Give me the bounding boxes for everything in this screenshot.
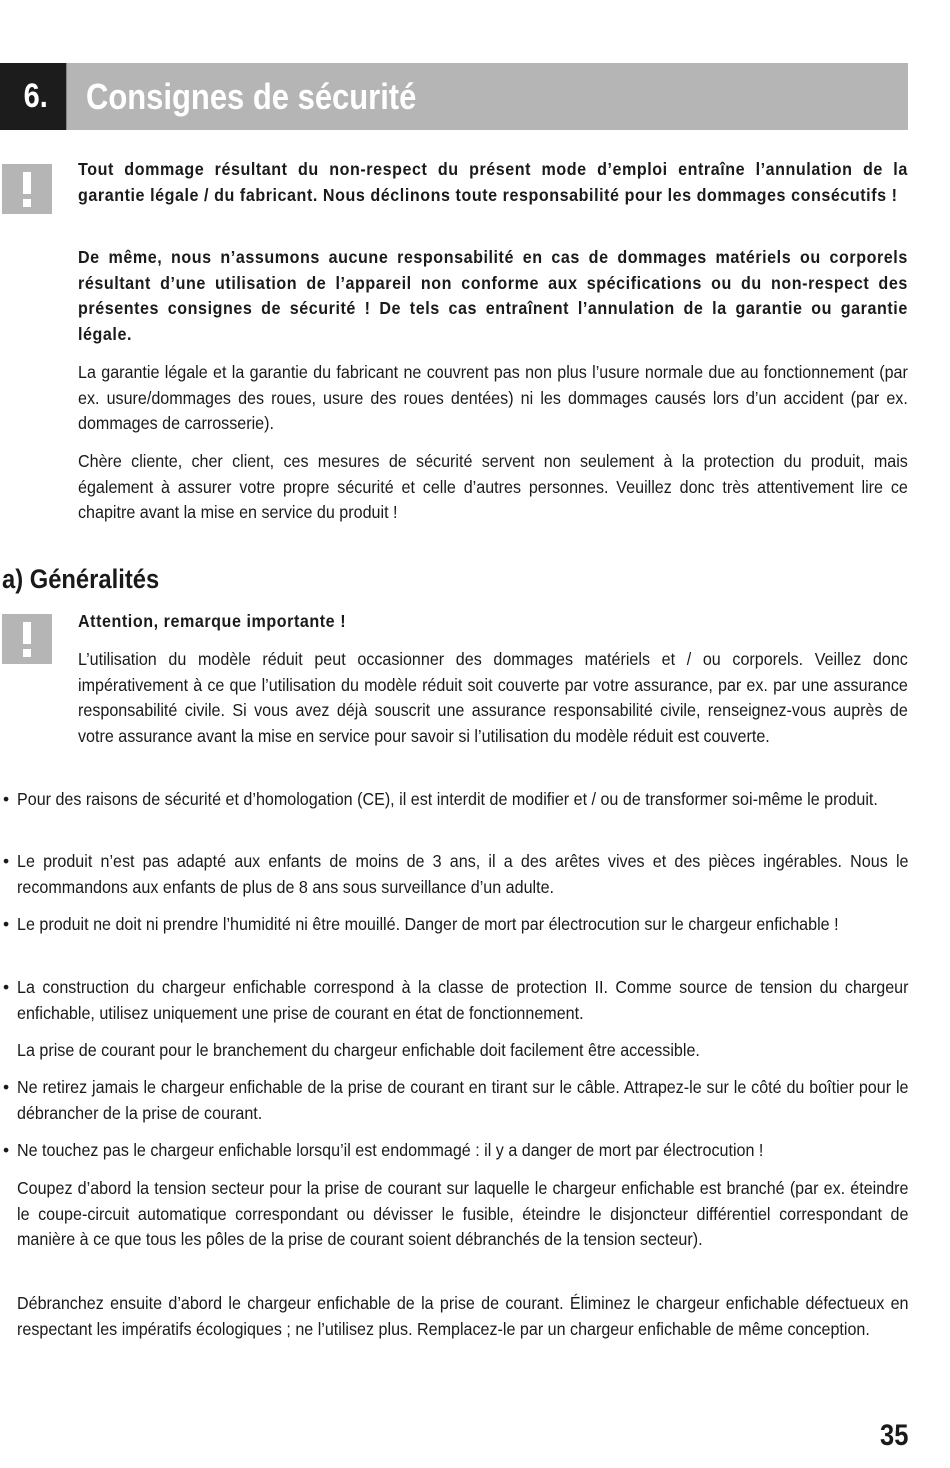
bullet-marker: • (3, 789, 10, 809)
warning-exclamation-icon (2, 164, 52, 214)
list-item-continuation: Coupez d’abord la tension secteur pour la prise de courant sur laquelle le chargeur enfichable est branché (par ex. éteindre le coupe-circuit automatique correspondant ou dévisser le fusible, éteindre le disjoncteur différentiel correspondant de manière à ce que tous les pôles de la prise de courant soient débranchés de la tension secteur). (17, 1178, 909, 1249)
bullet-marker: • (3, 977, 10, 997)
intro-paragraph-1: Tout dommage résultant du non-respect du présent mode d’emploi entraîne l’annulation de la garantie légale / du fabricant. Nous déclinons toute responsabilité pour les dommages consécutifs ! (78, 159, 908, 205)
subsection-heading: a) Généralités (2, 564, 160, 594)
list-item: Ne touchez pas le chargeur enfichable lorsqu’il est endommagé : il y a danger de mort par électrocution ! (17, 1140, 764, 1160)
intro-paragraph-3: La garantie légale et la garantie du fabricant ne couvrent pas non plus l’usure normale due au fonctionnement (par ex. usure/dommages des roues, usure des roues dentées) ni les dommages causés lors d’un accident (par ex. dommages de carrosserie). (78, 362, 908, 433)
list-item: Le produit n’est pas adapté aux enfants de moins de 3 ans, il a des arêtes vives et des pièces ingérables. Nous le recommandons aux enfants de plus de 8 ans sous surveillance d’un adulte. (17, 851, 909, 897)
list-item-continuation: Débranchez ensuite d’abord le chargeur enfichable de la prise de courant. Éliminez le chargeur enfichable défectueux en respectant les impératifs écologiques ; ne l’utilisez plus. Remplacez-le par un chargeur enfichable de même conception. (17, 1293, 909, 1339)
bullet-marker: • (3, 851, 10, 871)
page-number: 35 (879, 1419, 908, 1452)
section-title: Consignes de sécurité (86, 76, 417, 117)
attention-paragraph: L’utilisation du modèle réduit peut occasionner des dommages matériels et / ou corporels. Veillez donc impérativement à ce que l’utilisation du modèle réduit soit couverte par votre assurance, par ex. par une assurance responsabilité civile. Si vous avez déjà souscrit une assurance responsabilité civile, renseignez-vous auprès de votre assurance avant la mise en service pour savoir si l’utilisation du modèle réduit est couverte. (78, 649, 908, 746)
warning-exclamation-icon (2, 614, 52, 664)
section-number: 6. (0, 63, 66, 130)
list-item: Pour des raisons de sécurité et d’homologation (CE), il est interdit de modifier et / ou de transformer soi-même le produit. (17, 789, 878, 809)
list-item: Le produit ne doit ni prendre l’humidité ni être mouillé. Danger de mort par électrocution sur le chargeur enfichable ! (17, 914, 839, 934)
bullet-marker: • (3, 914, 10, 934)
bullet-marker: • (3, 1140, 10, 1160)
list-item-continuation: La prise de courant pour le branchement du chargeur enfichable doit facilement être accessible. (17, 1040, 700, 1060)
list-item: Ne retirez jamais le chargeur enfichable de la prise de courant en tirant sur le câble. Attrapez-le sur le côté du boîtier pour le débrancher de la prise de courant. (17, 1077, 909, 1123)
bullet-marker: • (3, 1077, 10, 1097)
attention-heading: Attention, remarque importante ! (78, 611, 347, 631)
intro-paragraph-4: Chère cliente, cher client, ces mesures de sécurité servent non seulement à la protection du produit, mais également à assurer votre propre sécurité et celle d’autres personnes. Veuillez donc très attentivement lire ce chapitre avant la mise en service du produit ! (78, 451, 908, 522)
intro-paragraph-2: De même, nous n’assumons aucune responsabilité en cas de dommages matériels ou corporels résultant d’une utilisation de l’appareil non conforme aux spécifications ou du non-respect des présentes consignes de sécurité ! De tels cas entraînent l’annulation de la garantie ou garantie légale. (78, 247, 908, 344)
section-header (0, 63, 908, 130)
list-item: La construction du chargeur enfichable correspond à la classe de protection II. Comme source de tension du chargeur enfichable, utilisez uniquement une prise de courant en état de fonctionnement. (17, 977, 909, 1023)
